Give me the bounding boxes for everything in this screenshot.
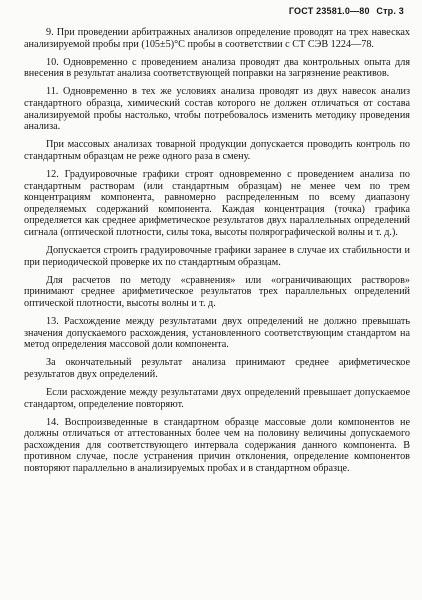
paragraph-12: 12. Градуировочные графики строят одновременно с проведением анализа по стандартным растворам (или стандартным образцам) не менее чем по трем концентрациям компонента, равномерно распределенным по всему диапазону определяемых содержаний компонента. Каждая концентрация (точка) графика определяется как среднее арифметическое результатов двух параллельных определений сигнала (оптической плотности, силы тока, высоты полярографической волны и т. д.). <box>24 168 410 238</box>
standard-number: ГОСТ 23581.0—80 <box>288 6 370 16</box>
document-body <box>24 27 410 481</box>
page-number: Стр. 3 <box>376 6 404 16</box>
paragraph-13: 13. Расхождение между результатами двух определений не должно превышать значения допускаемого расхождения, установленного соответствующим стандартом на метод определения массовой доли компонента. <box>24 315 410 351</box>
paragraph-9: 9. При проведении арбитражных анализов определение проводят на трех навесках анализируемой пробы при (105±5)°С пробы в соответствии с СТ СЭВ 1224—78. <box>24 27 410 50</box>
paragraph-14: 14. Воспроизведенные в стандартном образце массовые доли компонентов не должны отличаться от аттестованных более чем на половину величины допускаемого расхождения для соответствующего интервала содержания данного компонента. В противном случае, после устранения причин отклонения, определение компонентов повторяют параллельно в анализируемых пробах и в стандартном образце. <box>24 416 410 474</box>
paragraph-12-calc: Для расчетов по методу «сравнения» или «ограничивающих растворов» принимают среднее арифметическое результатов трех параллельных определений оптической плотности, высоты волны и т. д. <box>24 274 410 309</box>
paragraph-13-repeat: Если расхождение между результатами двух определений превышает допускаемое стандартом, определение повторяют. <box>24 386 410 410</box>
paragraph-11: 11. Одновременно в тех же условиях анализа проводят из двух навесок анализ стандартного образца, химический состав которого не должен отличаться от состава анализируемой пробы настолько, чтобы потребовалось изменить методику проведения анализа. <box>24 86 410 133</box>
paragraph-12-note: Допускается строить градуировочные графики заранее в случае их стабильности и при периодической проверке их по стандартным образцам. <box>24 245 410 268</box>
page-header <box>289 6 404 16</box>
paragraph-11-note: При массовых анализах товарной продукции допускается проводить контроль по стандартным образцам не реже одного раза в смену. <box>24 139 410 162</box>
paragraph-10: 10. Одновременно с проведением анализа проводят два контрольных опыта для внесения в результат анализа соответствующей поправки на загрязнение реактивов. <box>24 56 410 80</box>
paragraph-13-result: За окончательный результат анализа принимают среднее арифметическое результатов двух определений. <box>24 357 410 380</box>
